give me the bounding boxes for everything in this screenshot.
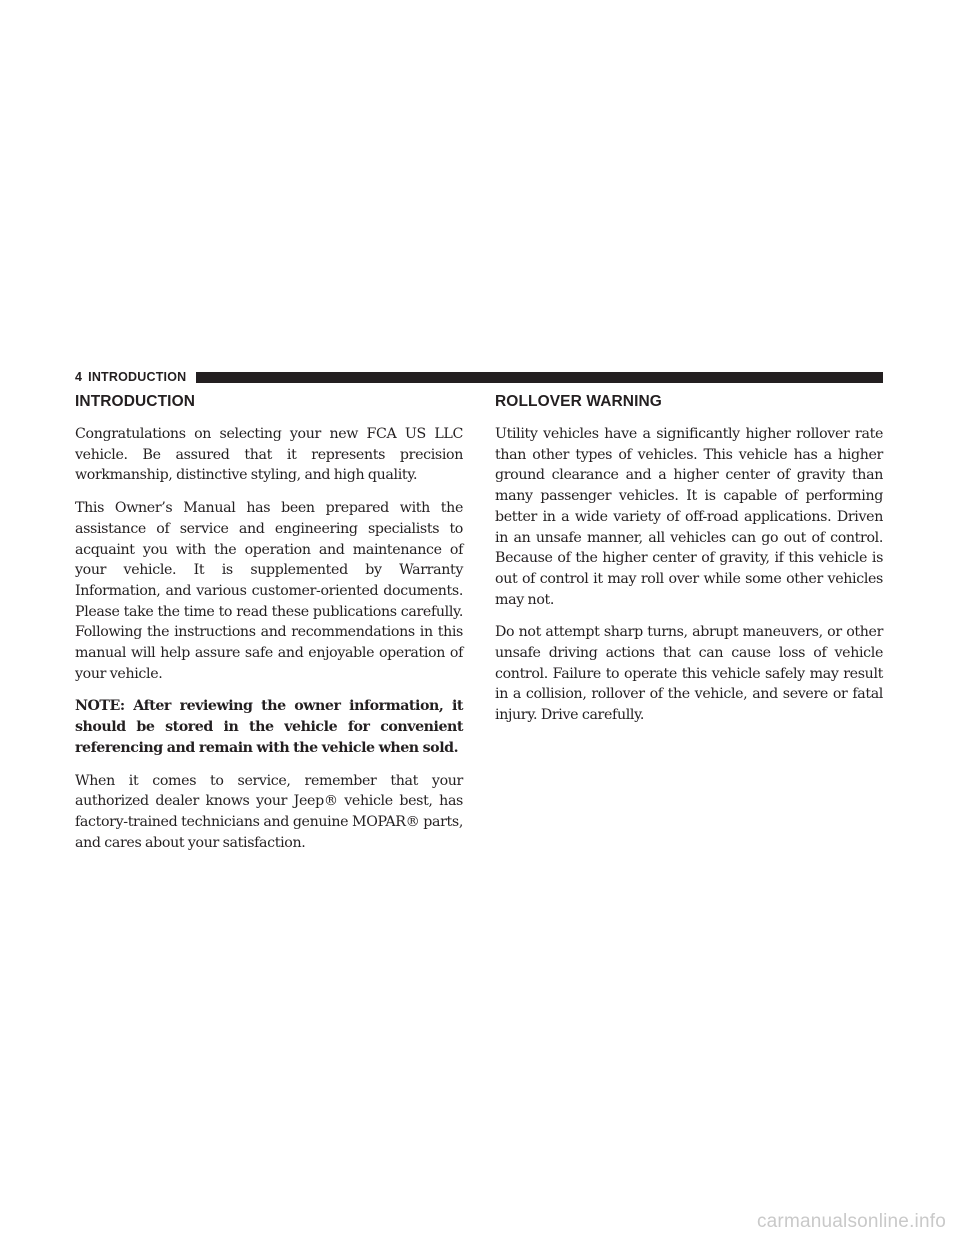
intro-paragraph-1: Congratulations on selecting your new FCA US LLC vehicle. Be assured that it represents precision workmanship, distinctive styling, and high quality. <box>75 426 463 484</box>
left-column <box>75 392 463 865</box>
running-header <box>75 369 883 385</box>
note-paragraph: NOTE: After reviewing the owner information, it should be stored in the vehicle for convenient referencing and remain with the vehicle when sold. <box>75 698 463 756</box>
page-number: 4 <box>75 370 83 384</box>
running-header-section: INTRODUCTION <box>88 370 187 384</box>
introduction-heading: INTRODUCTION <box>75 393 196 410</box>
service-paragraph: When it comes to service, remember that your authorized dealer knows your Jeep® vehicle best, has factory-trained technicians and genuine MOPAR® parts, and cares about your satisfaction. <box>75 772 463 851</box>
watermark: carmanualsonline.info <box>756 1211 946 1232</box>
intro-paragraph-2: This Owner’s Manual has been prepared with the assistance of service and engineering specialists to acquaint you with the operation and maintenance of your vehicle. It is supplemented by Warranty Information, and various customer-oriented documents. Please take the time to read these publications carefully. Following the instructions and recommendations in this manual will help assure safe and enjoyable operation of your vehicle. <box>75 500 463 682</box>
rollover-paragraph-2: Do not attempt sharp turns, abrupt maneuvers, or other unsafe driving actions that can cause loss of vehicle control. Failure to operate this vehicle safely may result in a collision, rollover of the vehicle, and severe or fatal injury. Drive carefully. <box>495 624 883 724</box>
header-rule <box>196 372 883 383</box>
rollover-paragraph-1: Utility vehicles have a significantly higher rollover rate than other types of vehicles. This vehicle has a higher ground clearance and a higher center of gravity than many passenger vehicles. It is capable of performing better in a wide variety of off-road applications. Driven in an unsafe manner, all vehicles can go out of control. Because of the higher center of gravity, if this vehicle is out of control it may roll over while some other vehicles may not. <box>495 426 883 608</box>
right-column <box>495 392 883 738</box>
rollover-warning-heading: ROLLOVER WARNING <box>495 393 662 410</box>
